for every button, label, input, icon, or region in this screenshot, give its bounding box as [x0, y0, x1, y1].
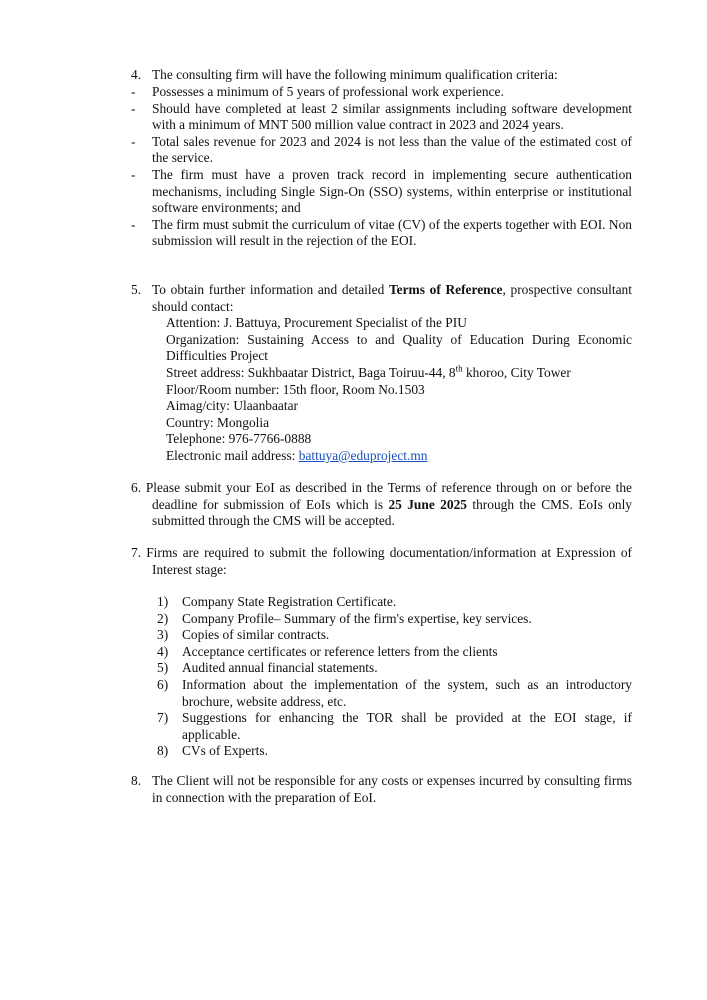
criteria-item: - The firm must submit the curriculum of vitae (CV) of the experts together with EOI. Non submission will result in the rejection of the EOI.: [131, 216, 632, 249]
section-number: 8.: [131, 773, 142, 788]
section-7: [131, 545, 632, 578]
contact-organization: Organization: Sustaining Access to and Quality of Education During Economic Difficulties Project: [166, 331, 632, 364]
section-6-text: 6. Please submit your EoI as described in the Terms of reference through on or before the deadline for submission of EoIs which is 25 June 2025 through the CMS. EoIs only submitted through the CMS will be accepted.: [131, 480, 632, 529]
criteria-item: - The firm must have a proven track record in implementing secure authentication mechanisms, including Single Sign-On (SSO) systems, within enterprise or institutional software environments; and: [131, 166, 632, 216]
section-4: [131, 67, 632, 84]
contact-email: Electronic mail address: battuya@eduproject.mn: [166, 447, 428, 463]
list-item: 2) Company Profile– Summary of the firm's expertise, key services.: [157, 610, 532, 626]
list-item: 8) CVs of Experts.: [157, 743, 268, 759]
list-item: 6) Information about the implementation of the system, such as an introductory brochure, website address, etc.: [157, 676, 632, 709]
contact-country: Country: Mongolia: [166, 414, 270, 430]
documents-list: [131, 594, 632, 760]
section-6: [131, 480, 632, 530]
section-5-intro: To obtain further information and detailed Terms of Reference, prospective consultant should contact:: [152, 282, 632, 314]
section-7-text: 7. Firms are required to submit the following documentation/information at Expression of Interest stage:: [131, 545, 632, 577]
section-5: [131, 282, 632, 465]
list-item: 3) Copies of similar contracts.: [157, 627, 330, 643]
terms-of-reference-label: Terms of Reference: [388, 282, 503, 297]
email-link[interactable]: battuya@eduproject.mn: [298, 447, 428, 463]
list-item: 5) Audited annual financial statements.: [157, 660, 378, 676]
criteria-list: [131, 84, 632, 250]
criteria-item: - Should have completed at least 2 similar assignments including software development with a minimum of MNT 500 million value contract in 2023 and 2024 years.: [131, 100, 632, 133]
deadline-date: 25 June 2025: [388, 496, 467, 512]
contact-telephone: Telephone: 976-7766-0888: [166, 431, 312, 447]
section-8-text: The Client will not be responsible for any costs or expenses incurred by consulting firms in connection with the preparation of EoI.: [152, 773, 632, 805]
contact-attention: Attention: J. Battuya, Procurement Specialist of the PIU: [166, 315, 467, 331]
contact-floor: Floor/Room number: 15th floor, Room No.1503: [166, 381, 425, 397]
list-item: 7) Suggestions for enhancing the TOR shall be provided at the EOI stage, if applicable.: [157, 710, 632, 742]
criteria-item: - Possesses a minimum of 5 years of professional work experience.: [131, 84, 504, 99]
list-item: 4) Acceptance certificates or reference letters from the clients: [157, 643, 498, 659]
criteria-item: - Total sales revenue for 2023 and 2024 is not less than the value of the estimated cost of the service.: [131, 133, 632, 166]
contact-block: [166, 315, 632, 464]
section-4-intro: The consulting firm will have the following minimum qualification criteria:: [152, 67, 558, 82]
section-8: [131, 773, 632, 806]
section-number: 5.: [131, 282, 142, 297]
contact-city: Aimag/city: Ulaanbaatar: [166, 398, 298, 414]
section-number: 4.: [131, 67, 142, 82]
list-item: 1) Company State Registration Certificate.: [157, 594, 397, 609]
contact-street: Street address: Sukhbaatar District, Baga Toiruu-44, 8th khoroo, City Tower: [166, 363, 571, 380]
